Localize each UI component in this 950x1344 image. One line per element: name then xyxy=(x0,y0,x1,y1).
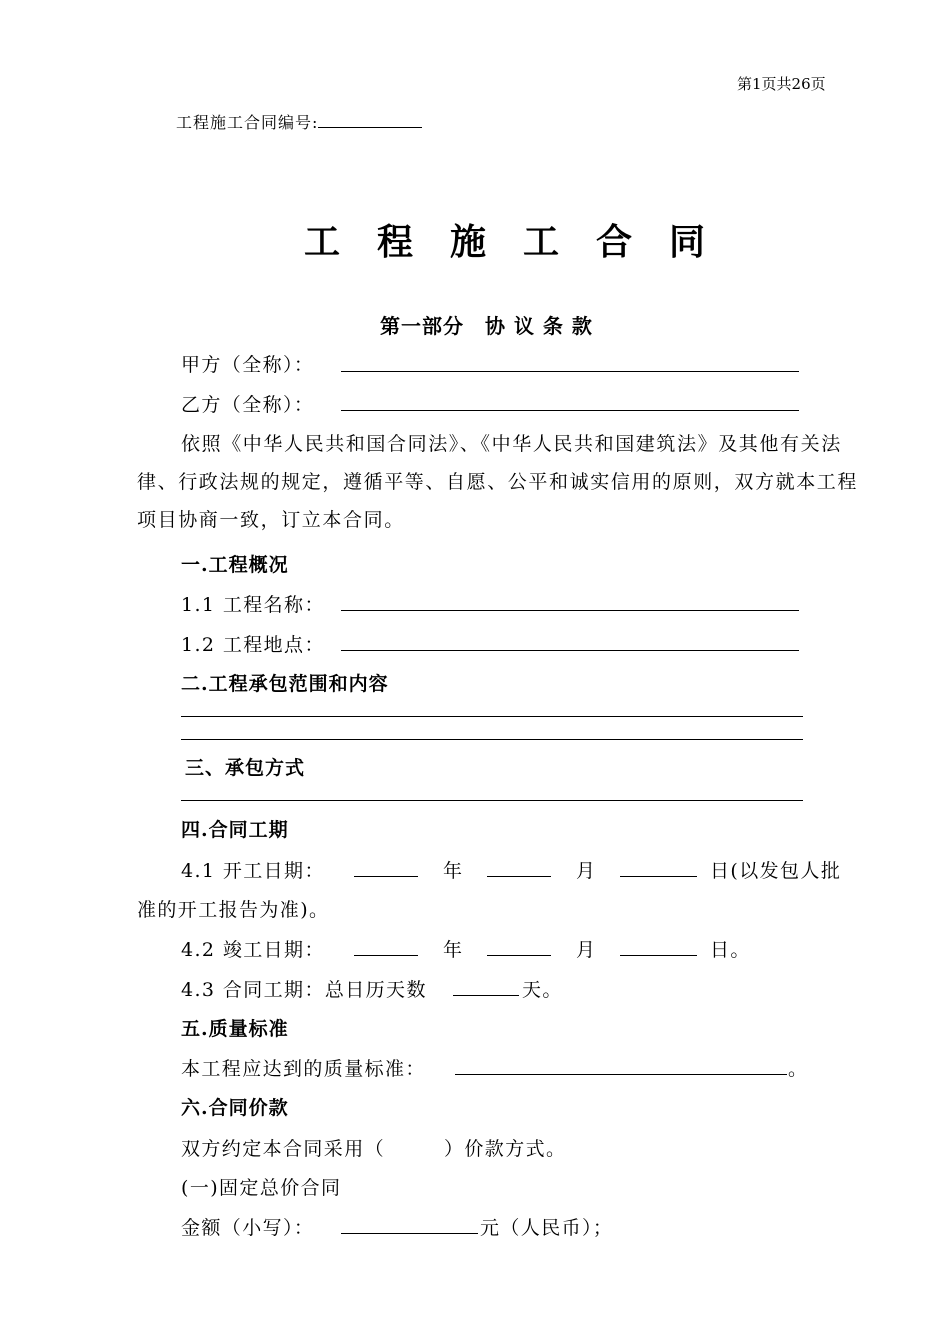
party-b-blank[interactable] xyxy=(341,410,799,411)
quality-standard-blank[interactable] xyxy=(455,1074,787,1075)
completion-date-label: 4.2 竣工日期： xyxy=(181,939,325,961)
start-date-label: 4.1 开工日期： xyxy=(181,860,325,882)
section6-heading: 六.合同价款 xyxy=(181,1097,289,1119)
scope-blank-2[interactable] xyxy=(181,739,803,740)
start-day-blank[interactable] xyxy=(620,876,697,877)
section4-heading: 四.合同工期 xyxy=(181,819,289,841)
amount-unit: 元（人民币）； xyxy=(480,1217,614,1239)
contract-method-blank[interactable] xyxy=(181,800,803,801)
project-location-label: 1.2 工程地点： xyxy=(181,634,325,656)
start-month-blank[interactable] xyxy=(487,876,551,877)
section3-heading: 三、承包方式 xyxy=(185,757,306,779)
start-year-text: 年 xyxy=(443,860,464,882)
preamble-paragraph: 依照《中华人民共和国合同法》、《中华人民共和国建筑法》及其他有关法律、行政法规的规定，遵循平等、自愿、公平和诚实信用的原则，双方就本工程项目协商一致，订立本合同。 xyxy=(137,433,859,531)
price-method-text-after: ）价款方式。 xyxy=(444,1138,567,1160)
amount-blank[interactable] xyxy=(341,1233,478,1234)
section-subtitle: 第一部分 协 议 条 款 xyxy=(380,314,593,338)
party-b-label: 乙方（全称）： xyxy=(181,394,315,416)
start-date-continuation: 准的开工报告为准)。 xyxy=(137,899,330,921)
project-name-label: 1.1 工程名称： xyxy=(181,594,325,616)
page-number: 第1页共26页 xyxy=(737,75,826,93)
duration-label: 4.3 合同工期：总日历天数 xyxy=(181,979,427,1001)
duration-blank[interactable] xyxy=(453,995,519,996)
end-year-blank[interactable] xyxy=(354,955,418,956)
fixed-price-option: (一)固定总价合同 xyxy=(181,1177,342,1199)
section1-heading: 一.工程概况 xyxy=(181,554,289,576)
quality-end-mark: 。 xyxy=(788,1058,809,1080)
document-title: 工程施工合同 xyxy=(304,221,743,263)
section2-heading: 二.工程承包范围和内容 xyxy=(181,673,389,695)
project-name-blank[interactable] xyxy=(341,610,799,611)
amount-label: 金额（小写）： xyxy=(181,1217,315,1239)
end-day-blank[interactable] xyxy=(620,955,697,956)
duration-unit: 天。 xyxy=(522,979,563,1001)
price-method-text-before: 双方约定本合同采用（ xyxy=(181,1138,386,1160)
end-year-text: 年 xyxy=(443,939,464,961)
end-month-blank[interactable] xyxy=(487,955,551,956)
contract-number-blank[interactable] xyxy=(318,111,422,128)
end-day-suffix: 日。 xyxy=(710,939,751,961)
project-location-blank[interactable] xyxy=(341,650,799,651)
party-a-label: 甲方（全称）： xyxy=(181,354,315,376)
end-month-text: 月 xyxy=(576,939,597,961)
quality-standard-label: 本工程应达到的质量标准： xyxy=(181,1058,426,1080)
party-a-blank[interactable] xyxy=(341,371,799,372)
start-month-text: 月 xyxy=(576,860,597,882)
scope-blank-1[interactable] xyxy=(181,716,803,717)
start-year-blank[interactable] xyxy=(354,876,418,877)
contract-number-label: 工程施工合同编号: xyxy=(176,110,422,133)
section5-heading: 五.质量标准 xyxy=(181,1018,289,1040)
start-day-suffix: 日(以发包人批 xyxy=(710,860,842,882)
